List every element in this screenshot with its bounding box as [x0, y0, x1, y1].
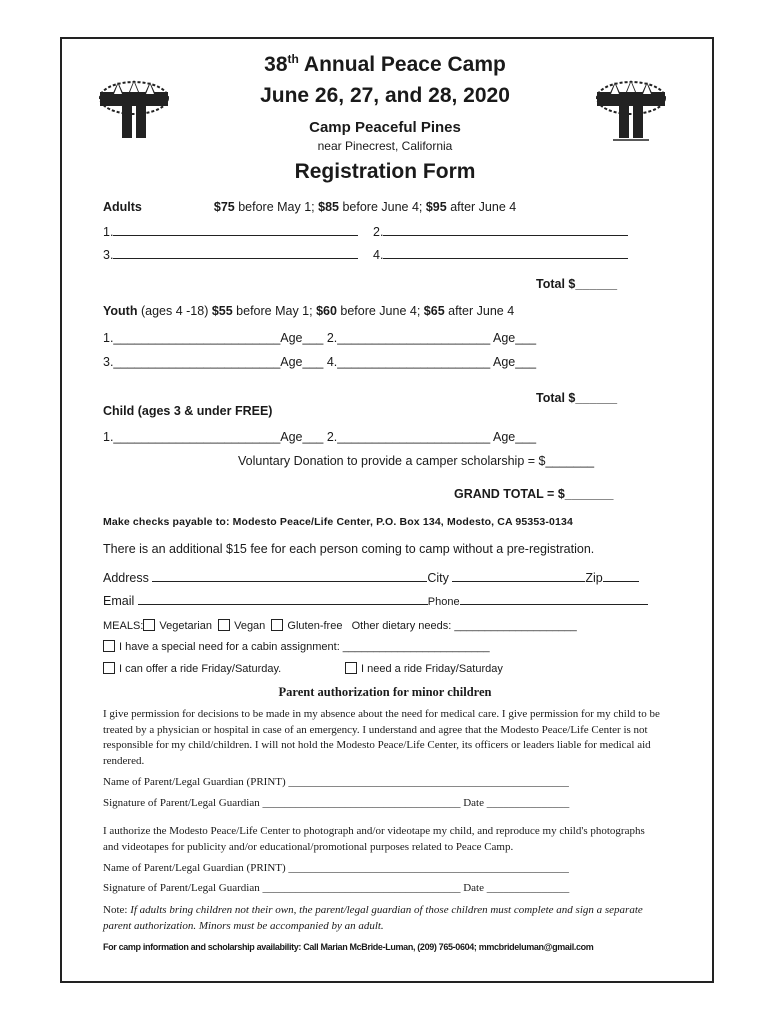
guardian-name-field-1[interactable]: Name of Parent/Legal Guardian (PRINT) ___________________________________________________: [103, 776, 569, 788]
adult-name-4-field[interactable]: 4.: [373, 246, 628, 262]
medical-permission-text: I give permission for decisions to be made in my absence about the need for medical care. I give permission for my child to be treated by a physician or hospital in case of an emergency. I understand and agree that the Modesto Peace/Life Center is not responsible for my child/children. I will not hold the Modesto Peace/Life Center, its officers or leaders liable for medical aid rendered.: [103, 708, 660, 767]
checks-payable: Make checks payable to: Modesto Peace/Life Center, P.O. Box 134, Modesto, CA 95353-0134: [103, 516, 573, 528]
adults-pricing: Adults $75 before May 1; $85 before June 4; $95 after June 4: [103, 200, 517, 214]
donation-field[interactable]: Voluntary Donation to provide a camper scholarship = $_______: [238, 454, 595, 468]
guardian-signature-field-2[interactable]: Signature of Parent/Legal Guardian ____________________________________ Date _______________: [103, 882, 570, 894]
title-line-2: June 26, 27, and 28, 2020: [260, 84, 510, 107]
adult-name-2-field[interactable]: 2.: [373, 223, 628, 239]
cabin-checkbox[interactable]: [103, 640, 115, 652]
child-row-fields[interactable]: 1.________________________Age___ 2.______________________ Age___: [103, 430, 537, 444]
meals-row: MEALS: Vegetarian Vegan Gluten-free Other dietary needs: ____________________: [103, 620, 577, 632]
adults-total[interactable]: Total $______: [536, 277, 618, 291]
youth-row-1-fields[interactable]: 1.________________________Age___ 2.______________________ Age___: [103, 331, 537, 345]
other-dietary-field[interactable]: Other dietary needs: ____________________: [351, 620, 577, 632]
child-label: Child (ages 3 & under FREE): [103, 404, 273, 418]
guardian-name-field-2[interactable]: Name of Parent/Legal Guardian (PRINT) ___________________________________________________: [103, 862, 569, 874]
adult-name-1-field[interactable]: 1.: [103, 223, 358, 239]
gluten-free-checkbox[interactable]: [271, 619, 283, 631]
vegan-checkbox[interactable]: [218, 619, 230, 631]
grand-total[interactable]: GRAND TOTAL = $_______: [454, 487, 614, 501]
photo-authorization-text: I authorize the Modesto Peace/Life Center to photograph and/or videotape my child, and reproduce my child's photographs and videotapes for publicity and/or educational/promotional purposes related to Peace Camp.: [103, 825, 645, 853]
fee-note: There is an additional $15 fee for each person coming to camp without a pre-registration.: [103, 542, 595, 556]
ride-offer-checkbox[interactable]: [103, 662, 115, 674]
ride-need-row: I need a ride Friday/Saturday: [345, 662, 503, 675]
ride-need-checkbox[interactable]: [345, 662, 357, 674]
vegetarian-checkbox[interactable]: [143, 619, 155, 631]
youth-pricing: Youth (ages 4 -18) $55 before May 1; $60 before June 4; $65 after June 4: [103, 304, 515, 318]
youth-total[interactable]: Total $______: [536, 391, 618, 405]
parent-auth-heading: Parent authorization for minor children: [278, 685, 492, 699]
footer-contact: For camp information and scholarship availability: Call Marian McBride-Luman, (209) 765-0604; mmcbrideluman@gmail.com: [103, 942, 594, 952]
cabin-row: [103, 640, 490, 653]
address-row[interactable]: Address City Zip: [103, 569, 639, 585]
email-phone-row[interactable]: Email Phone: [103, 592, 648, 608]
adult-name-3-field[interactable]: 3.: [103, 246, 358, 262]
cabin-field[interactable]: I have a special need for a cabin assignment: ________________________: [119, 641, 490, 653]
title-line-1: 38th Annual Peace Camp: [264, 52, 506, 76]
form-title: Registration Form: [294, 160, 476, 183]
ride-offer-row: I can offer a ride Friday/Saturday.: [103, 662, 281, 675]
youth-row-2-fields[interactable]: 3.________________________Age___ 4.______________________ Age___: [103, 355, 537, 369]
venue-location: near Pinecrest, California: [317, 139, 453, 153]
note-text: Note: If adults bring children not their own, the parent/legal guardian of those children must complete and sign a separate parent authorization. Minors must be accompanied by an adult.: [103, 904, 643, 932]
guardian-signature-field-1[interactable]: Signature of Parent/Legal Guardian ____________________________________ Date _______________: [103, 797, 570, 809]
venue-name: Camp Peaceful Pines: [309, 119, 461, 136]
